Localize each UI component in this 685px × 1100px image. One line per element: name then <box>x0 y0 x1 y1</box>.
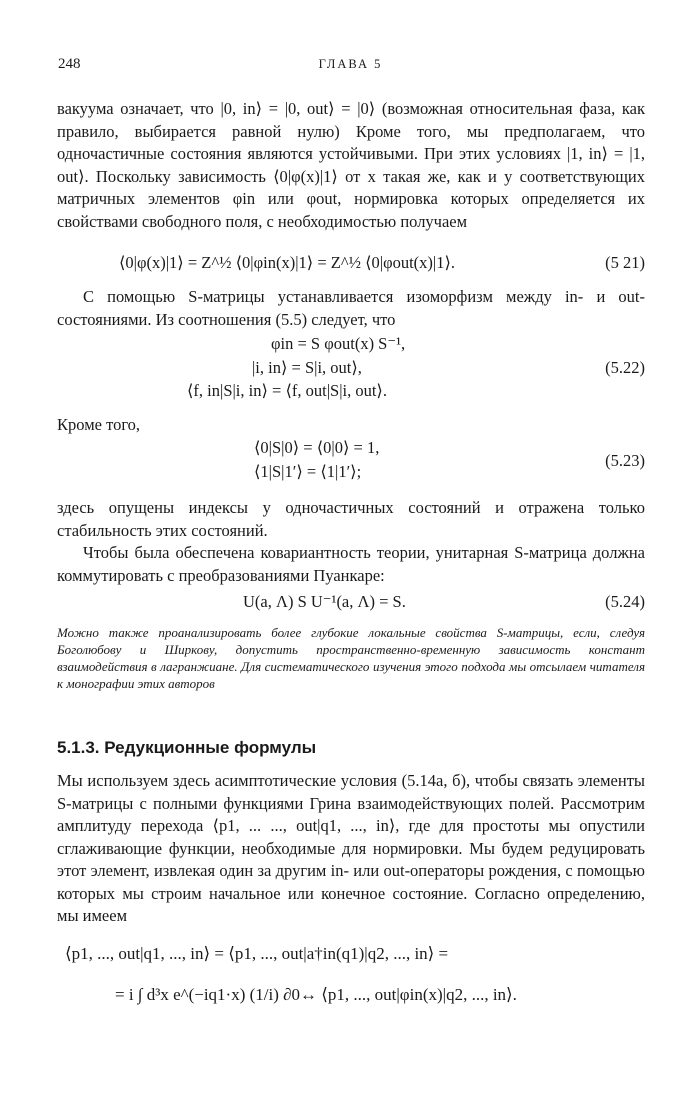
section-heading: 5.1.3. Редукционные формулы <box>57 738 317 757</box>
equation-number-5-23: (5.23) <box>605 451 645 470</box>
running-header <box>58 56 643 78</box>
equation-5-21: ⟨0|φ(x)|1⟩ = Z^½ ⟨0|φin(x)|1⟩ = Z^½ ⟨0|φout(x)|1⟩. <box>119 253 456 272</box>
paragraph-indices: здесь опущены индексы у одночастичных состояний и отражена только стабильность этих состояний. <box>57 498 645 540</box>
paragraph-covariance: Чтобы была обеспечена ковариантность теории, унитарная S-матрица должна коммутировать с преобразованиями Пуанкаре: <box>57 543 645 585</box>
page-number: 248 <box>58 56 81 72</box>
equation-5-22-line-2: |i, in⟩ = S|i, out⟩, <box>252 358 362 377</box>
equation-5-24: U(a, Λ) S U⁻¹(a, Λ) = S. <box>243 592 406 611</box>
equation-5-23-line-1: ⟨0|S|0⟩ = ⟨0|0⟩ = 1, <box>254 438 380 457</box>
paragraph-reduction: Мы используем здесь асимптотические условия (5.14а, б), чтобы связать элементы S-матрицы с полными функциями Грина взаимодействующих полей. Рассмотрим амплитуду перехода ⟨p1, ... ..., out|q1, ..., in⟩, где для простоты мы опустили сглаживающие функции, необходимые для нормировки. Мы будем редуцировать этот элемент, извлекая один за другим in- или out-операторы рождения, с помощью которых мы строим начальное или конечное состояние. Согласно определению, мы имеем <box>57 771 645 925</box>
paragraph-s-matrix: С помощью S-матрицы устанавливается изоморфизм между in- и out-состояниями. Из соотношения (5.5) следует, что <box>57 287 645 329</box>
equation-number-5-22: (5.22) <box>605 358 645 377</box>
paragraph-vacuum: вакуума означает, что |0, in⟩ = |0, out⟩ = |0⟩ (возможная относительная фаза, как правило, выбирается равной нулю) Кроме того, мы предполагаем, что одночастичные состояния являются устойчивыми. При этих условиях |1, in⟩ = |1, out⟩. Поскольку зависимость ⟨0|φ(x)|1⟩ от x такая же, как и у соответствующих матричных элементов φin или φout, нормировка которых определяется их свойствами свободного поля, с необходимостью получаем <box>57 99 645 231</box>
equation-5-22-line-1: φin = S φout(x) S⁻¹, <box>271 334 406 353</box>
equation-5-22-line-3: ⟨f, in|S|i, in⟩ = ⟨f, out|S|i, out⟩. <box>187 381 387 400</box>
equation-5-23-line-2: ⟨1|S|1′⟩ = ⟨1|1′⟩; <box>254 462 362 481</box>
paragraph-besides: Кроме того, <box>57 415 141 434</box>
equation-number-5-24: (5.24) <box>605 592 645 611</box>
chapter-title: ГЛАВА 5 <box>318 57 383 71</box>
small-print-note: Можно также проанализировать более глубокие локальные свойства S-матрицы, если, следуя Боголюбову и Ширкову, допустить пространственно-временную зависимость констант взаимодействия в лагранжиане. Для систематического изучения этого подхода мы отсылаем читателя к монографии этих авторов <box>57 625 645 691</box>
equation-number-5-21: (5 21) <box>605 253 645 272</box>
equation-amplitude-line-2: = i ∫ d³x e^(−iq1·x) (1/i) ∂0↔ ⟨p1, ..., out|φin(x)|q2, ..., in⟩. <box>115 985 517 1004</box>
equation-amplitude-line-1: ⟨p1, ..., out|q1, ..., in⟩ = ⟨p1, ..., out|a†in(q1)|q2, ..., in⟩ = <box>65 944 449 963</box>
